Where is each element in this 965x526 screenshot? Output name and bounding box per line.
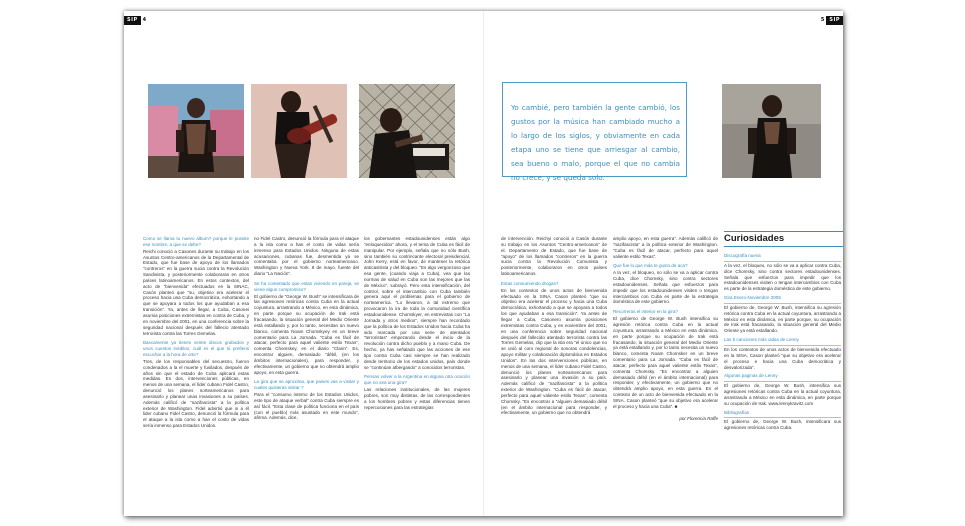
paragraph: los gobernantes estadounidenses están algo “enloquecidos” ahora, y el tema de Cuba es fácil de manipular. Por ejemplo, señala que no sólo Bush, sino también su contrincante electoral presidencial, John Kerry, está en favor, de mantener la retórica anticastrista y del bloqueo. “Es algo vergonzoso que esa gente, (cuando viaja a Cuba), vea que las normas de salud en Cuba son las mejores que las de México”, subrayó. Pero esta intensificación, del control, sobre el intercambio con Cuba también genera aquí el problemas para el gobierno de norteamerica. “Lo llevaron, a tal extremo que provocaron la ira de toda la comunidad científica estadounidense. Chomskyer, en entrevistas con “La Jornada y otros medios”, siempre han recordado que la política de los Estados Unidos hacia Cuba ha sido marcada por una serie de atentados “terroristas” empezando desde el inicio de la revolución contra dicho pueblo y a mano Cuba. De hecho, ya has señalado que las acciones de ese tipo contra Cuba casi siempre se han realizado desde territorio de los estados unidos, país donde se “continúan albergando” a conocidos terroristas.	[364, 236, 470, 370]
photo-2	[251, 84, 347, 178]
folio-left	[124, 16, 148, 25]
text-column-2	[254, 236, 359, 425]
heading-rule	[724, 381, 841, 382]
question: Recorreras el interior en la gira?	[613, 309, 678, 315]
question: Que fue lo que más te gusto de aca?	[613, 263, 688, 269]
magazine-spread	[124, 11, 843, 516]
curiosidades-title: Curiosidades	[724, 233, 785, 244]
curiosidades-column	[724, 253, 841, 434]
curiosidades-text: El gobierno de, George W. Bush, intensifica sus agresiones retóricas contra Cuba en la actual coyuntura, arrastrando a México en esta dinámica, en parte porque su ocupación de Irak. www.lennykravitz.com	[724, 383, 841, 406]
question: Estas consumiendo drogas?	[501, 280, 559, 286]
question: Se ha comentado que estas viviendo en pareja, se viene algun compromiso?	[254, 280, 359, 292]
paragraph: En los contextos de unos actos de bienvenida efectuado en la SINA, Cason planteó “que su objetivo era acelerar el proceso y hacia una Cuba democrática, exhortando a que se apoyara a todos los que ayudaban a esa transición”. Ya antes de llegar a Cuba, Casonero asumía posiciones extremistas contra Cuba, y en noviembre del 2001, en una conferencia sobre seguridad nacional después del fallecido atentado terrorista contra las Torres Gemelas, clip que la isla era “el único que no se unió al coro regional de sonoras condolencias, apoyo militar y colaboración diplomática en Estados Unidos”. En las dos intervenciones públicas, en menos de una semana, el líder cubano Fidel Castro, denunció los planes norteamericanos para asesinarlo y planear una invasión a su país. Además calificó de “nazifascista” a la política exterior de Washington. “Cuba es fácil de atacar, perfecto para aquel valiente estilo Texas”, comenta Chomsky. “Es encontrar a “alguien demasiado débil (en el ámbito internacional para responder, y efectivamente, un gobierno que no obtendrá	[501, 287, 607, 416]
question: Como se llama tu nuevo album? porque le pusiste ese nombre, a que se debe?	[143, 236, 249, 247]
photo-3	[359, 84, 455, 178]
paragraph: El gobierno de “George W. Bush” se intensificara de las agresiones retóricas contra Cuba en la actual coyuntura, arrastrando a México, en esta dinámica, en parte porque su ocupación de Irak está fracasando, la situación general del Medio Oriente está estallando y, por lo tanto, necesitan un nuevo blanco, comenta Noam Chomskyey en un breve comentario para La Jornada. “Cuba es fácil de atacar, perfecto para aquel valiente estilo Texas”, comenta Chomskey, en el diario “Clarin”. Es, encontrar alguien, demasiado “débil, (en los ámbitos internacionales), para responder, y efectivamente, un gobierno que no obtendrá amplio apoyo, en esta guerra.	[254, 293, 359, 375]
heading-rule	[724, 345, 841, 346]
curiosidades-heading: Discografía nueva	[724, 253, 761, 258]
curiosidades-heading: Bibliografías	[724, 409, 750, 415]
curiosidades-top-rule	[724, 231, 843, 232]
paragraph: Reichi conoció a Casones durante su trabajo en los Asuntos Centro-americanos de la Departamental de Estado, que fue base de apoyo de los llamados “contreros” en la guerra sucia contra la Revolución Sandinista, y posteriormente colaboraran en otros países latinoamericanos. En estos contextos, del acto de “bienvenida” efectuados en la SINAC, Casón planteó que “su, objetivo era acelerar el proceso hacia una Cuba democrática, exhortando a que se apoyara a todos los que ayudaban a esa transición”. Ya, antes de llegar, a Cuba, Casonei asumia posiciones extremistas en contra de Cuba, y en noviembre del 2001, en una conferencia sobre la seguridad nacional después del fallecio atentado terrorista contra las Torres Gemelas.	[143, 248, 249, 336]
curiosidades-text: El gobierno de, George W. Bush, intensificara sus agresiones retóricas contra Cuba.	[724, 419, 841, 431]
text-column-4	[501, 236, 607, 420]
heading-rule	[724, 417, 841, 418]
folio-right-number: 5	[820, 17, 825, 23]
paragraph: de intervención. Reichyi conoció a Casón durante su trabajo en los Asuntos “Centro-americanos” de el. Departamento de Estado, que fue base de “apoyo” de los llamados “contreros” en la guerra sucia contra la Revolución Comunista y posteriormente, colaboraron en otros países latinoamericanos.	[501, 236, 607, 277]
heading-rule	[724, 261, 841, 262]
text-column-1	[143, 236, 249, 433]
question: Pensas volver a la Argentina en alguna otra ocación que no sea una gira?	[364, 374, 470, 386]
paragraph: Tres, de los responsables del secuestro, fueron condenados a la el muerte y fusilados, después de años sin que el estado de Cuba aplicará estas medidas. En dos, intervenciones públicas, en menos de una semana, el líder cubano Fidel Castro, denunció los planes norteamericanos para asesinarlo y planear unas invasiones a su países. Además calificó de “nazifascista” a la política exterior de Washington. Fidel advirtió que si a él lider cubano Fidel Castro, denunció la fórmula para el ataque a la isla como a han el costo de vidas sería inmenso para Estados Unidos.	[143, 358, 249, 429]
curiosidades-heading: Gira Enero-Noviembre 2005	[724, 295, 781, 301]
curiosidades-text: A la vez, el bloqueo, no sólo se va a aplicar contra Cuba, dice Chomsky, sino contra sectores estadounidenses. Señala que esfuerzos para impedir que los estadounidenses visiten o tengan intercambios con Cuba es parte de la estrategia doméstica de este gobierno.	[724, 262, 841, 292]
heading-rule	[724, 303, 841, 304]
curiosidades-text: El gobierno de, George W. Bush, intensifica su agresión retórica contra Cuba en la actual coyuntura, arrastrando a México en esta dinámica, en parte porque, su ocupación de Irak está fracasando, la situación general del Medio Oriente ya está estallando.	[724, 304, 841, 334]
paragraph: no Fidel Castro, denunció la fórmula para el ataque a la isla como a han el costo de vidas sería inmenso para Estados Unidos. Ninguna de estas acusaciones, cubanas fue, desmentida ya se comentaba por el gobierno norteamericano. Washington y Nueva York. 8 de mayo. fuente del diario “La Nación”.	[254, 236, 359, 277]
page-gutter	[483, 11, 484, 516]
pull-quote: Yo cambié, pero también la gente cambió, los gustos por la música han cambiado mucho a lo largo de los siglos, y obviamente en cada etapa uno se tiene que arriesgar al cambio, sea bueno o malo, porque el que no cambia no crece, y se queda solo.	[502, 82, 687, 177]
question: La gira que se aproxima, que paises vas a visitar y cuales quisieras visitar ?	[254, 379, 359, 391]
folio-right-tag: SIP	[826, 16, 843, 25]
paragraph: A la vez, el bloqueo, no sólo se va a aplicar contra Cuba, dice Chomsky, sino contra sectores estadounidenses. Señala que esfuerzos para impedir que los estadounidenses visiten o tengan intercambios con Cuba es parte de la estrategia doméstica de este gobierno.	[613, 270, 718, 305]
paragraph: Para el “consumo interno de los Estados Unidos, este tipo de ataque verbal” contra Cuba siempre es así fácil. “Esta clase de política funciona en el país (con el pueblo) más asustado en este mundo”, afirma. Además, dice,	[254, 392, 359, 421]
paragraph: Las relaciones institucionales, de las mujeres pobres, son muy distintas, de las correspondientes a los hombres pobres y estas diferencias tienen repercusiones para las estrategias	[364, 387, 470, 410]
curiosidades-heading: Las 5 canciones más oidas de Lenny	[724, 337, 799, 343]
paragraph: amplio apoyo, en esta guerra”. Además calificó de “nazifascista” a la política exterior de Washington. “Cuba es fácil de atacar, perfecto para aquel valiente estilo Texas”.	[613, 236, 718, 259]
photo-4	[722, 84, 821, 178]
photo-1	[148, 84, 244, 178]
folio-left-tag: SIP	[124, 16, 141, 25]
paragraph: El gobierno de George W. Bush intensifica su agresión retórica contra Cuba en la actual coyuntura, arrastrando a México en esta dinámica, en parte porque su ocupación de Irak está fracasando, la situación general del Medio Oriente ya está estallando y, por lo tanto necesita un nuevo blanco, comenta Noam Chomsker en un breve comentario para La Jornada. “Cuba es fácil de atacar, perfecto para aquel valiente estilo Texas”, comenta Chomsky. “Es encontrar a alguien demasiado débil (en el ámbito internacional) para responder, y efectivamente, un gobierno que no obtendrá amplio apoyo, en esta guerra. En el contexto de un acto de bienvenida efectuado en la SINA. Cason planteó “que su objetivo era acelerar el proceso y hacia una Cuba”. ■	[613, 316, 718, 409]
folio-left-number: 4	[142, 17, 147, 23]
curiosidades-heading: Algunas paginas de Lenny	[724, 373, 778, 379]
author-signature: por Florencia Raffe	[679, 415, 718, 421]
curiosidades-rule	[724, 246, 843, 247]
folio-right	[819, 16, 843, 25]
text-column-5	[613, 236, 718, 425]
question: Bascamente ya tienes veinte discos grabados y unos cuentos inéditos, cuál es el que tú prefieris escuchar a la hora de orte?	[143, 340, 249, 358]
curiosidades-text: En los contextos de unos actos de bienvenida efectuado en la SINA, Cason planteó “que su objetivo era acelerar el proceso e hacia una Cuba democrática y desvalorizada”.	[724, 346, 841, 370]
text-column-3	[364, 236, 470, 414]
